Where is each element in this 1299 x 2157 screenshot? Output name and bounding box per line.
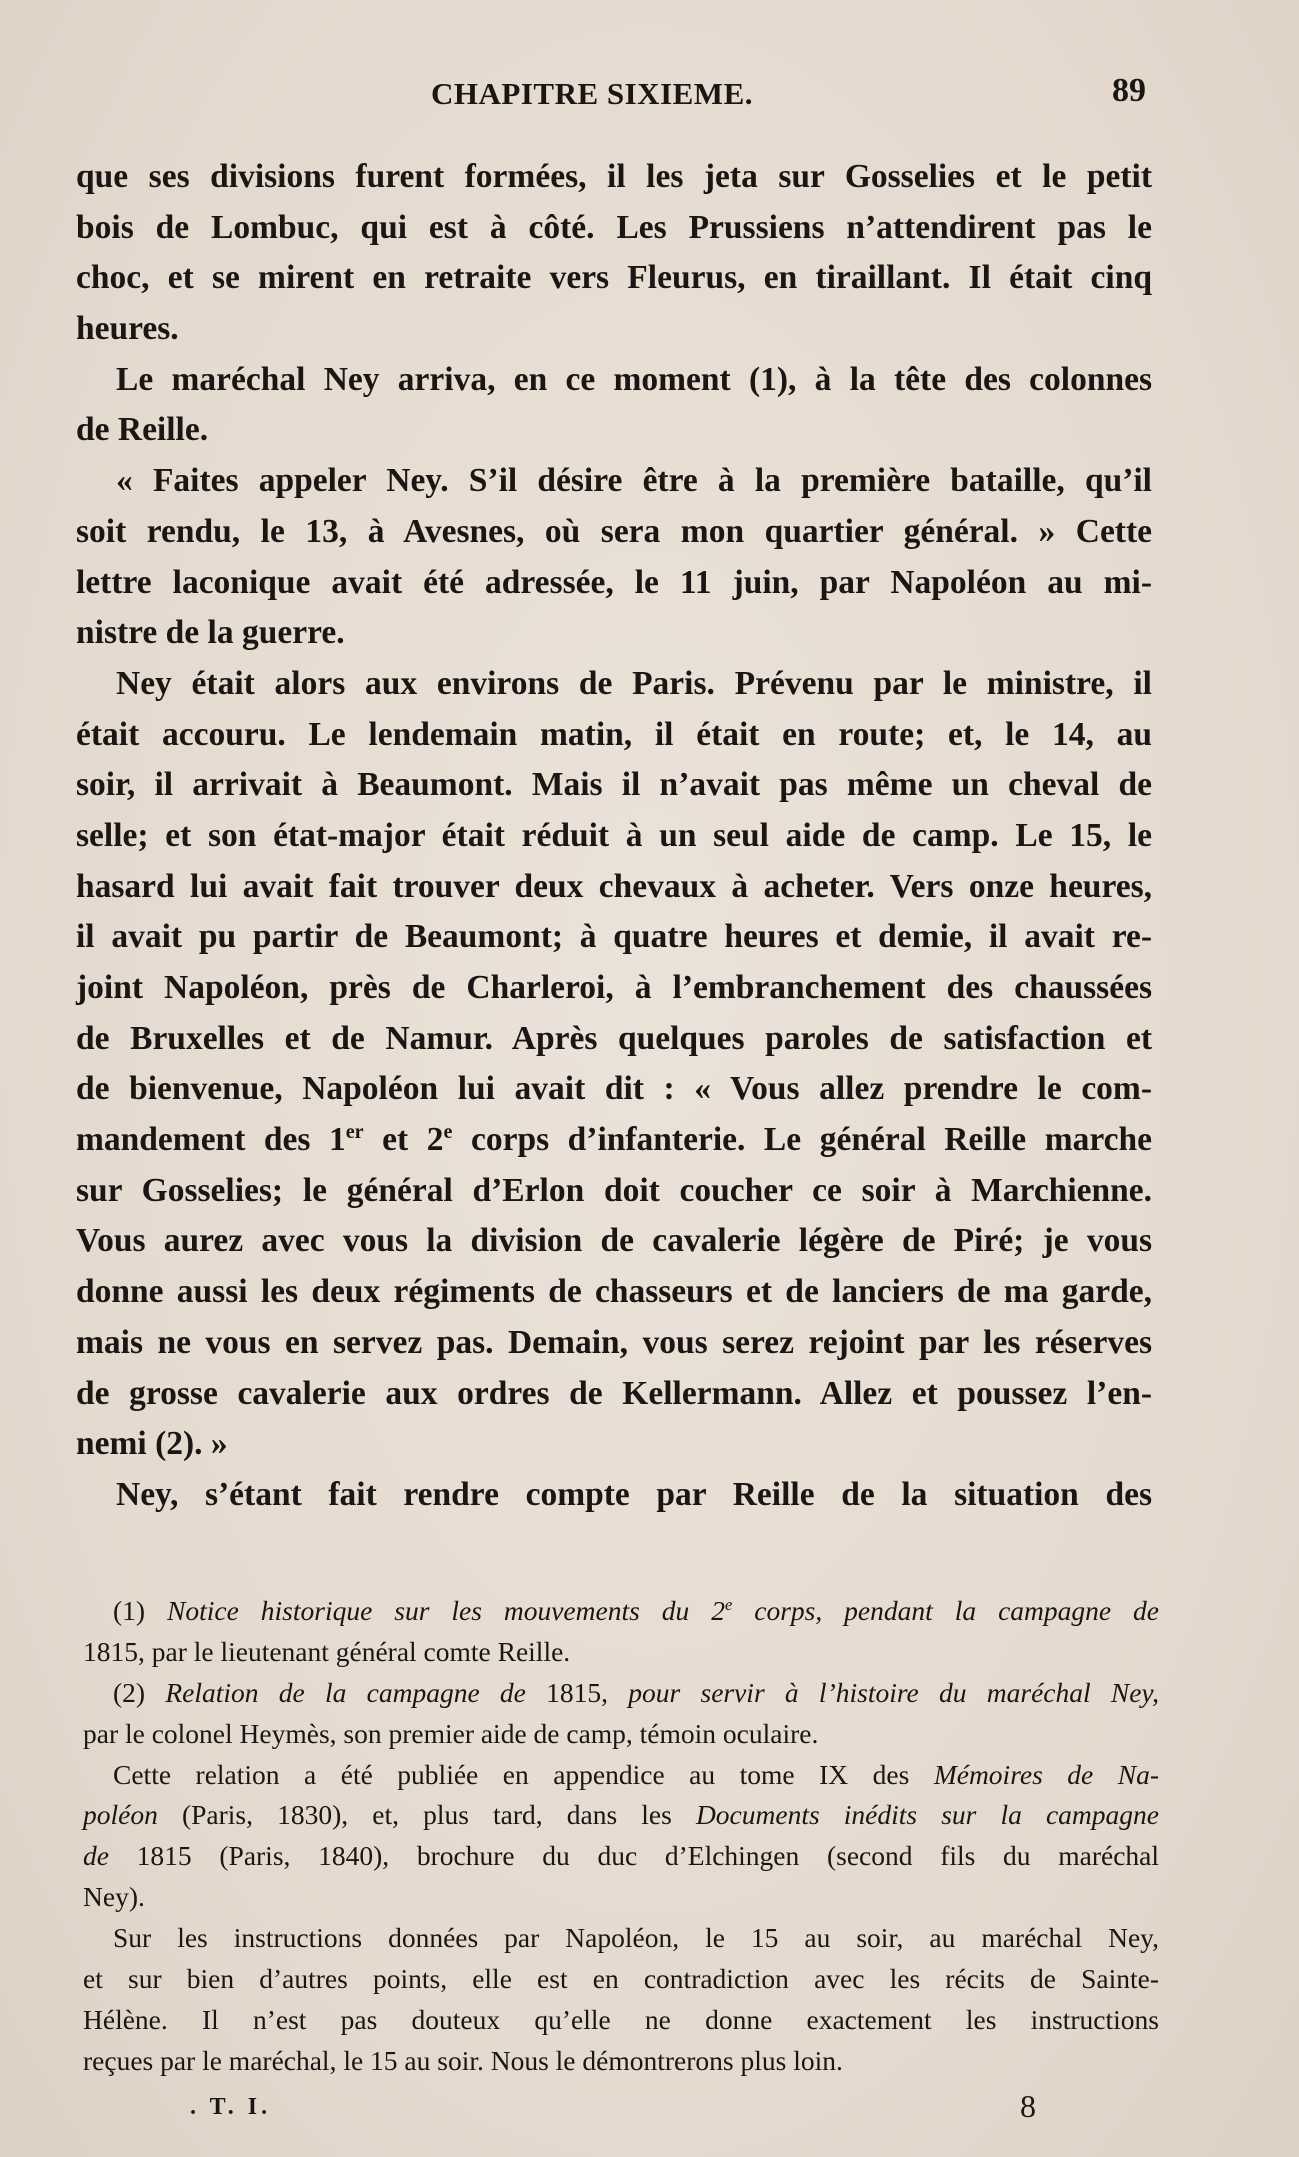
text-segment: Cette relation a été publiée en appendice au tome IX des	[113, 1758, 934, 1790]
running-title: CHAPITRE SIXIEME.	[431, 76, 753, 111]
text-line	[76, 203, 1152, 254]
text-segment: nistre de la guerre.	[76, 614, 345, 652]
text-line	[76, 1369, 1152, 1420]
text-line	[76, 1419, 1152, 1470]
text-line	[76, 912, 1152, 963]
italic-text: de	[83, 1840, 109, 1872]
text-segment: joint Napoléon, près de Charleroi, à l’embranchement des chaussées	[76, 969, 1152, 1006]
text-segment: heures.	[76, 310, 179, 348]
text-line	[76, 304, 1152, 355]
text-line	[76, 963, 1152, 1014]
footnote-line	[83, 1755, 1159, 1796]
text-segment: Le maréchal Ney arriva, en ce moment (1), à la tête des colonnes	[116, 360, 1152, 398]
text-segment: Ney).	[83, 1881, 145, 1913]
footnotes	[83, 1591, 1159, 2082]
footnote-line	[83, 1836, 1159, 1877]
text-line	[76, 862, 1152, 913]
text-segment: Sur les instructions données par Napoléon, le 15 au soir, au maréchal Ney,	[113, 1922, 1159, 1954]
footnote-line	[83, 2041, 1159, 2082]
text-segment: 1815 (Paris, 1840), brochure du duc d’Elchingen (second fils du maréchal	[108, 1840, 1159, 1872]
text-line	[76, 1115, 1152, 1166]
text-line	[76, 1318, 1152, 1369]
text-segment: Hélène. Il n’est pas douteux qu’elle ne donne exactement les instructions	[83, 2003, 1159, 2035]
footnote-line	[83, 1591, 1159, 1632]
text-line	[76, 1064, 1152, 1115]
text-segment: selle; et son état-major était réduit à un seul aide de camp. Le 15, le	[76, 816, 1152, 854]
text-line	[76, 405, 1152, 456]
gathering-number: 8	[1020, 2088, 1036, 2124]
text-line	[76, 710, 1152, 761]
text-segment: choc, et se mirent en retraite vers Fleurus, en tiraillant. Il était cinq	[76, 259, 1152, 297]
footnote-line	[83, 1959, 1159, 2000]
text-segment: mandement des 1	[76, 1121, 346, 1159]
text-segment: lettre laconique avait été adressée, le 11 juin, par Napoléon au mi-	[76, 563, 1152, 601]
text-segment: (Paris, 1830), et, plus tard, dans les	[157, 1799, 696, 1831]
text-segment: Ney était alors aux environs de Paris. Prévenu par le ministre, il	[116, 664, 1152, 702]
text-line	[76, 1470, 1152, 1521]
signature-mark: . T. I.	[190, 2094, 272, 2120]
text-line	[76, 659, 1152, 710]
text-segment: soit rendu, le 13, à Avesnes, où sera mon quartier général. » Cette	[76, 512, 1152, 550]
page-number: 89	[1112, 72, 1146, 109]
footnote-line	[83, 1714, 1159, 1755]
text-segment: il avait pu partir de Beaumont; à quatre heures et demie, il avait re-	[76, 918, 1152, 956]
text-segment: Ney, s’étant fait rendre compte par Reille de la situation des	[116, 1475, 1152, 1513]
text-line	[76, 152, 1152, 203]
text-line	[76, 760, 1152, 811]
footnote-line	[83, 1795, 1159, 1836]
text-line	[76, 456, 1152, 507]
footnote-line	[83, 1877, 1159, 1918]
text-segment: sur Gosselies; le général d’Erlon doit coucher ce soir à Marchienne.	[76, 1171, 1152, 1209]
text-segment: (2)	[113, 1676, 166, 1708]
footnote-line	[83, 1673, 1159, 1714]
text-segment: (1)	[113, 1595, 168, 1626]
text-line	[76, 558, 1152, 609]
text-segment: était accouru. Le lendemain matin, il était en route; et, le 14, au	[76, 715, 1152, 753]
text-line	[76, 608, 1152, 659]
main-text	[76, 152, 1152, 1521]
text-segment: par le colonel Heymès, son premier aide de camp, témoin oculaire.	[83, 1717, 819, 1749]
text-segment: mais ne vous en servez pas. Demain, vous serez rejoint par les réserves	[76, 1323, 1152, 1361]
text-line	[76, 1166, 1152, 1217]
italic-text: Notice historique sur les mouvements du 2	[167, 1595, 725, 1626]
text-segment: que ses divisions furent formées, il les jeta sur Gosselies et le petit	[76, 158, 1152, 195]
italic-text: poléon	[83, 1799, 158, 1831]
text-line	[76, 1267, 1152, 1318]
italic-text: corps, pendant la campagne de	[732, 1595, 1159, 1626]
text-line	[76, 355, 1152, 406]
superscript: er	[345, 1120, 364, 1143]
text-line	[76, 507, 1152, 558]
text-segment: de bienvenue, Napoléon lui avait dit : « Vous allez prendre le com-	[76, 1070, 1152, 1108]
text-segment: de Bruxelles et de Namur. Après quelques paroles de satisfaction et	[76, 1019, 1152, 1057]
text-segment: et sur bien d’autres points, elle est en contradiction avec les récits de Sainte-	[83, 1963, 1159, 1995]
text-line	[76, 811, 1152, 862]
text-segment: reçues par le maréchal, le 15 au soir. Nous le démontrerons plus loin.	[83, 2044, 843, 2076]
superscript: e	[443, 1120, 453, 1143]
text-line	[76, 253, 1152, 304]
footnote-line	[83, 1632, 1159, 1673]
italic-text: Documents inédits sur la campagne	[695, 1799, 1159, 1831]
text-segment: nemi (2). »	[76, 1425, 228, 1463]
text-segment: corps d’infanterie. Le général Reille marche	[452, 1121, 1152, 1159]
superscript: e	[724, 1594, 733, 1614]
italic-text: pour servir à l’histoire du maréchal Ney,	[628, 1676, 1159, 1708]
text-line	[76, 1216, 1152, 1267]
text-segment: bois de Lombuc, qui est à côté. Les Prussiens n’attendirent pas le	[76, 208, 1152, 246]
text-segment: de grosse cavalerie aux ordres de Kellermann. Allez et poussez l’en-	[76, 1374, 1152, 1412]
italic-text: Mémoires de Na-	[933, 1758, 1159, 1790]
text-segment: 1815, par le lieutenant général comte Reille.	[83, 1635, 571, 1667]
italic-text: Relation de la campagne de	[165, 1676, 526, 1708]
text-segment: donne aussi les deux régiments de chasseurs et de lanciers de ma garde,	[76, 1273, 1152, 1311]
footnote-line	[83, 1918, 1159, 1959]
text-segment: 1815,	[525, 1676, 629, 1708]
text-segment: « Faites appeler Ney. S’il désire être à la première bataille, qu’il	[116, 462, 1152, 500]
text-segment: de Reille.	[76, 411, 209, 449]
text-line	[76, 1014, 1152, 1065]
text-segment: hasard lui avait fait trouver deux chevaux à acheter. Vers onze heures,	[76, 867, 1152, 905]
text-segment: Vous aurez avec vous la division de cavalerie légère de Piré; je vous	[76, 1222, 1152, 1260]
text-segment: soir, il arrivait à Beaumont. Mais il n’avait pas même un cheval de	[76, 766, 1152, 804]
text-segment: et 2	[363, 1121, 444, 1159]
footnote-line	[83, 2000, 1159, 2041]
